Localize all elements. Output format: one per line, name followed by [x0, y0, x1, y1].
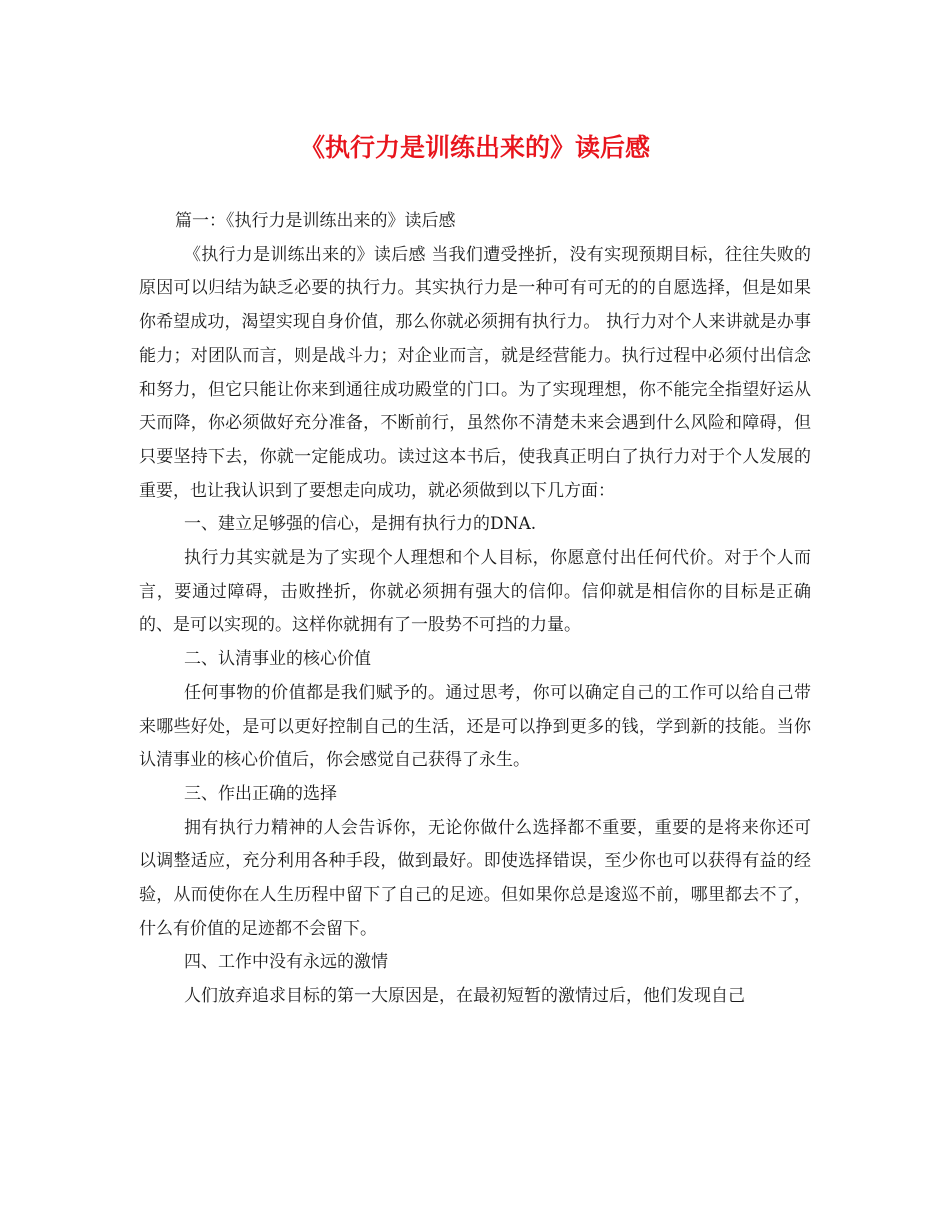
- point-paragraph-3: 拥有执行力精神的人会告诉你，无论你做什么选择都不重要，重要的是将来你还可以调整适应，充分利用各种手段，做到最好。即使选择错误，至少你也可以获得有益的经验，从而使你在人生历程中留下了自己的足迹。但如果你总是逡巡不前，哪里都去不了，什么有价值的足迹都不会留下。: [139, 817, 811, 939]
- section-label: 篇一：《执行力是训练出来的》读后感: [175, 211, 456, 231]
- point-heading-2: 二、认清事业的核心价值: [184, 649, 371, 670]
- point-heading-1: 一、建立足够强的信心，是拥有执行力的DNA.: [184, 514, 537, 535]
- intro-paragraph: 《执行力是训练出来的》读后感 当我们遭受挫折，没有实现预期目标，往往失败的原因可以归结为缺乏必要的执行力。其实执行力是一种可有可无的的自愿选择，但是如果你希望成功，渴望实现自身价值，那么你就必须拥有执行力。 执行力对个人来讲就是办事能力；对团队而言，则是战斗力；对企业而言，就是经营能力。执行过程中必须付出信念和努力，但它只能让你来到通往成功殿堂的门口。为了实现理想，你不能完全指望好运从天而降，你必须做好充分准备，不断前行，虽然你不清楚未来会遇到什么风险和障碍，但只要坚持下去，你就一定能成功。读过这本书后，使我真正明白了执行力对于个人发展的重要，也让我认识到了要想走向成功，就必须做到以下几方面：: [139, 244, 811, 501]
- point-paragraph-2: 任何事物的价值都是我们赋予的。通过思考，你可以确定自己的工作可以给自己带来哪些好处，是可以更好控制自己的生活，还是可以挣到更多的钱，学到新的技能。当你认清事业的核心价值后，你会感觉自己获得了永生。: [139, 682, 811, 771]
- document-title: 《执行力是训练出来的》读后感: [299, 133, 650, 162]
- point-heading-4: 四、工作中没有永远的激情: [184, 952, 388, 973]
- point-heading-3: 三、作出正确的选择: [184, 783, 337, 804]
- point-paragraph-1: 执行力其实就是为了实现个人理想和个人目标，你愿意付出任何代价。对于个人而言，要通过障碍，击败挫折，你就必须拥有强大的信仰。信仰就是相信你的目标是正确的、是可以实现的。这样你就拥有了一股势不可挡的力量。: [139, 548, 811, 636]
- document-body: [139, 205, 811, 1014]
- point-paragraph-4: 人们放弃追求目标的第一大原因是，在最初短暂的激情过后，他们发现自己: [184, 986, 745, 1007]
